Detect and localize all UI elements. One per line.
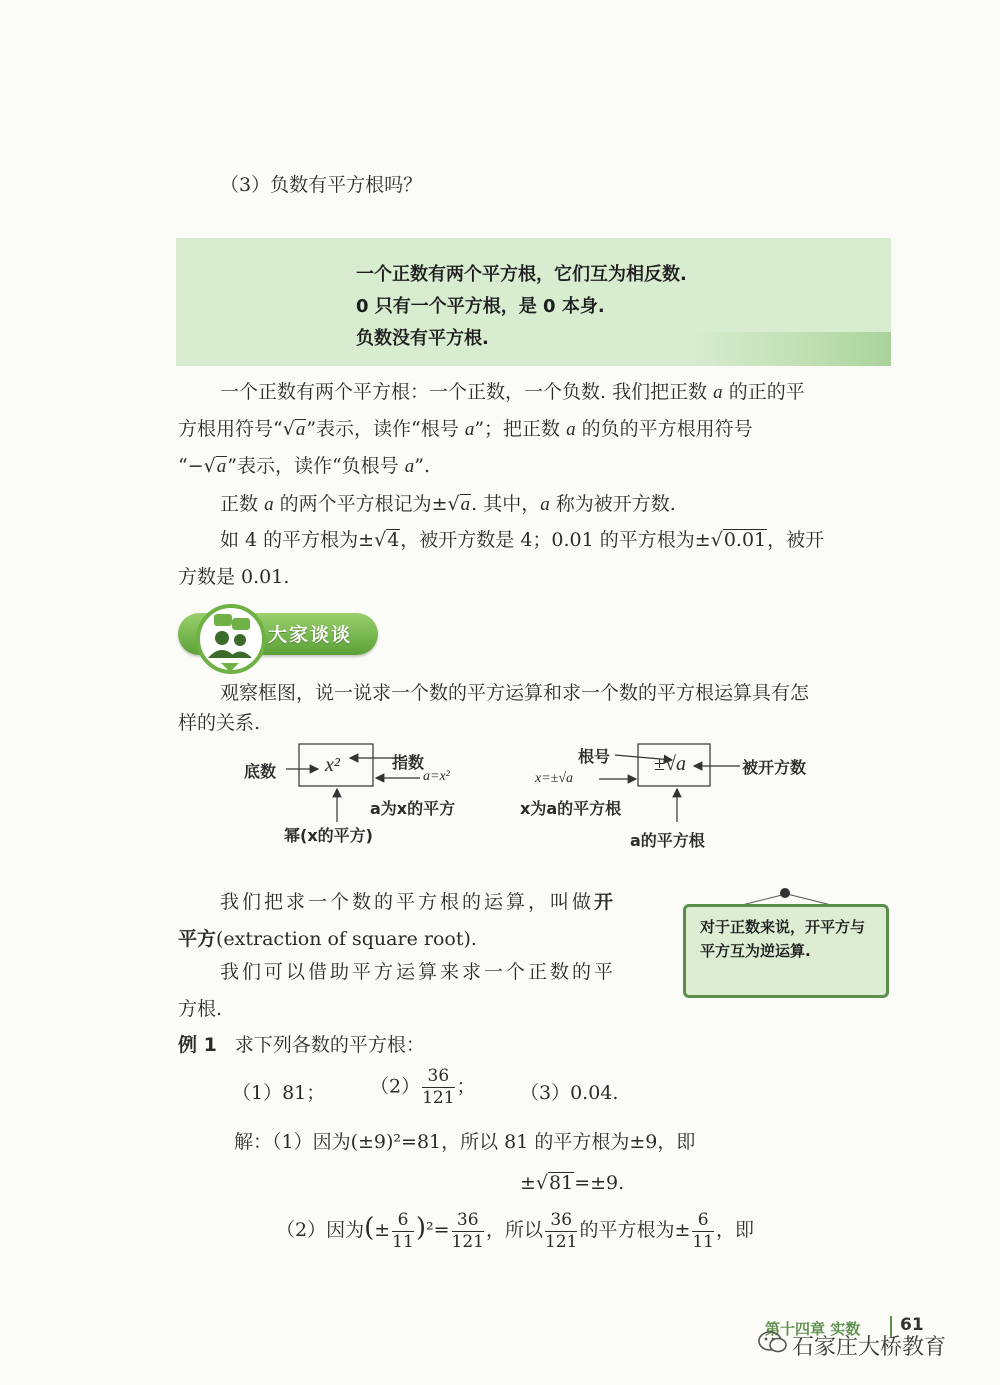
sqrt-symbol: √ [535, 1172, 549, 1194]
discussion-title: 大家谈谈 [268, 624, 353, 646]
solution-line-1: 解：（1）因为(±9)²=81，所以 81 的平方根为±9，即 [234, 1131, 696, 1153]
term-bold: 开 [594, 891, 614, 913]
sqrt-symbol: √ [710, 529, 723, 551]
numerator: 6 [392, 1212, 414, 1232]
fraction [544, 1209, 578, 1252]
text: 方根用符号“ [178, 418, 283, 440]
text: (extraction of square root). [216, 928, 477, 950]
example-item-1: （1）81； [232, 1082, 326, 1104]
conclusion-line-3: 负数没有平方根. [356, 328, 489, 349]
fraction [451, 1209, 484, 1252]
text: 的负的平方根用符号 [581, 418, 753, 440]
text: ± [374, 1219, 391, 1241]
var-a: a [464, 419, 475, 440]
example-item-3: （3）0.04. [520, 1082, 619, 1104]
text: . 其中， [471, 493, 541, 515]
text: 的两个平方根记为± [279, 493, 448, 515]
example-item-2 [370, 1068, 476, 1107]
var-a: a [460, 494, 471, 515]
text: ，所以 [485, 1219, 543, 1241]
fraction [422, 1068, 454, 1107]
text: 正数 [220, 493, 259, 515]
example-1-header [178, 1027, 425, 1064]
solution-line-3: （2）因为(± $\frac{6}{11}$ )²= $\frac{36}{121}$ ，所以 $\frac{36}{121}$ 的平方根为± $\frac{6}{11}$ ，即 [276, 1209, 755, 1252]
sqrt-symbol: √ [203, 455, 216, 477]
label-power: 幂(x的平方) [284, 826, 373, 845]
sqrt-symbol: √ [374, 529, 387, 551]
denominator: 11 [392, 1231, 414, 1252]
define-line-3: 我们可以借助平方运算来求一个正数的平 [220, 961, 617, 983]
chapter-title: 第十四章 实数 [765, 1320, 861, 1338]
var-a: a [566, 419, 576, 440]
wechat-icon [758, 1330, 788, 1354]
solution-line-2 [520, 1165, 624, 1202]
text: 一个正数有两个平方根：一个正数，一个负数. 我们把正数 [220, 381, 708, 403]
conclusion-line-1: 一个正数有两个平方根，它们互为相反数. [356, 264, 687, 285]
var-a: a [404, 456, 415, 477]
conclusion-line-2: 0 只有一个平方根，是 0 本身. [356, 296, 605, 317]
text: （2）因为 [276, 1219, 365, 1241]
text: 如 4 的平方根为± [220, 529, 375, 551]
page-number: 61 [900, 1315, 924, 1335]
numerator: 6 [692, 1212, 714, 1232]
radicand-4: 4 [387, 529, 400, 551]
fraction [392, 1209, 414, 1252]
para-3-line-2: 方数是 0.01. [178, 566, 290, 588]
label-a-root: a的平方根 [630, 831, 705, 850]
text: 称为被开方数. [555, 493, 676, 515]
text: “− [178, 455, 204, 477]
sqrt-symbol: √ [447, 493, 460, 515]
label-exponent: 指数 [392, 753, 425, 772]
denominator: 121 [544, 1231, 578, 1252]
fraction [692, 1209, 714, 1252]
pin-icon [780, 888, 790, 898]
label-x-is-root: x为a的平方根 [520, 799, 622, 818]
text: ，被开 [767, 529, 825, 551]
label-radicand: 被开方数 [742, 758, 807, 777]
text: ”. [414, 455, 430, 477]
var-a: a [713, 382, 723, 403]
example-prompt: 求下列各数的平方根： [234, 1034, 425, 1056]
power-box-content: x² [325, 754, 340, 776]
label-a-eq-x2: a=x² [423, 769, 450, 784]
numerator: 36 [422, 1068, 454, 1088]
text: 的平方根为± [579, 1219, 691, 1241]
label-root-sign: 根号 [578, 747, 611, 766]
var-a: a [264, 494, 274, 515]
define-line-2 [178, 921, 477, 958]
text: ²= [425, 1219, 450, 1241]
root-box-content: ±√a [654, 753, 686, 775]
text: 我们把求一个数的平方根的运算，叫做 [220, 891, 595, 913]
define-line-1 [220, 884, 613, 921]
numerator: 36 [452, 1212, 484, 1232]
var-a: a [540, 494, 550, 515]
denominator: 11 [692, 1231, 714, 1252]
radicand-001: 0.01 [723, 529, 767, 551]
tip-box [683, 904, 889, 998]
label-a-is-square: a为x的平方 [370, 799, 456, 818]
example-label: 例 1 [178, 1034, 217, 1056]
question-3: （3）负数有平方根吗？ [220, 174, 423, 196]
var-a: a [295, 419, 306, 440]
denominator: 121 [422, 1088, 455, 1108]
text: 的正的平 [728, 381, 805, 403]
text: =±9. [574, 1172, 625, 1194]
watermark-text: 石家庄大桥教育 [792, 1335, 947, 1360]
text: ； [456, 1075, 476, 1098]
text: ”；把正数 [474, 418, 561, 440]
define-line-4: 方根. [178, 998, 223, 1020]
radicand-81: 81 [549, 1172, 574, 1194]
text: ”表示，读作“根号 [306, 418, 459, 440]
var-a: a [216, 456, 227, 477]
observe-line-1: 观察框图，说一说求一个数的平方运算和求一个数的平方根运算具有怎 [220, 682, 810, 704]
sqrt-symbol: √ [282, 418, 295, 440]
text: ± [520, 1172, 536, 1194]
text: （2） [370, 1075, 421, 1098]
label-x-eq-root: x=±√a [535, 771, 574, 786]
tip-text: 对于正数来说，开平方与平方互为逆运算. [700, 918, 866, 960]
text: ，被开方数是 4；0.01 的平方根为± [400, 529, 711, 551]
numerator: 36 [545, 1212, 577, 1232]
term-bold: 平方 [178, 928, 217, 950]
observe-line-2: 样的关系. [178, 712, 261, 734]
label-base: 底数 [244, 762, 277, 781]
text: ”表示，读作“负根号 [227, 455, 399, 477]
denominator: 121 [451, 1231, 484, 1252]
text: ，即 [716, 1219, 755, 1241]
